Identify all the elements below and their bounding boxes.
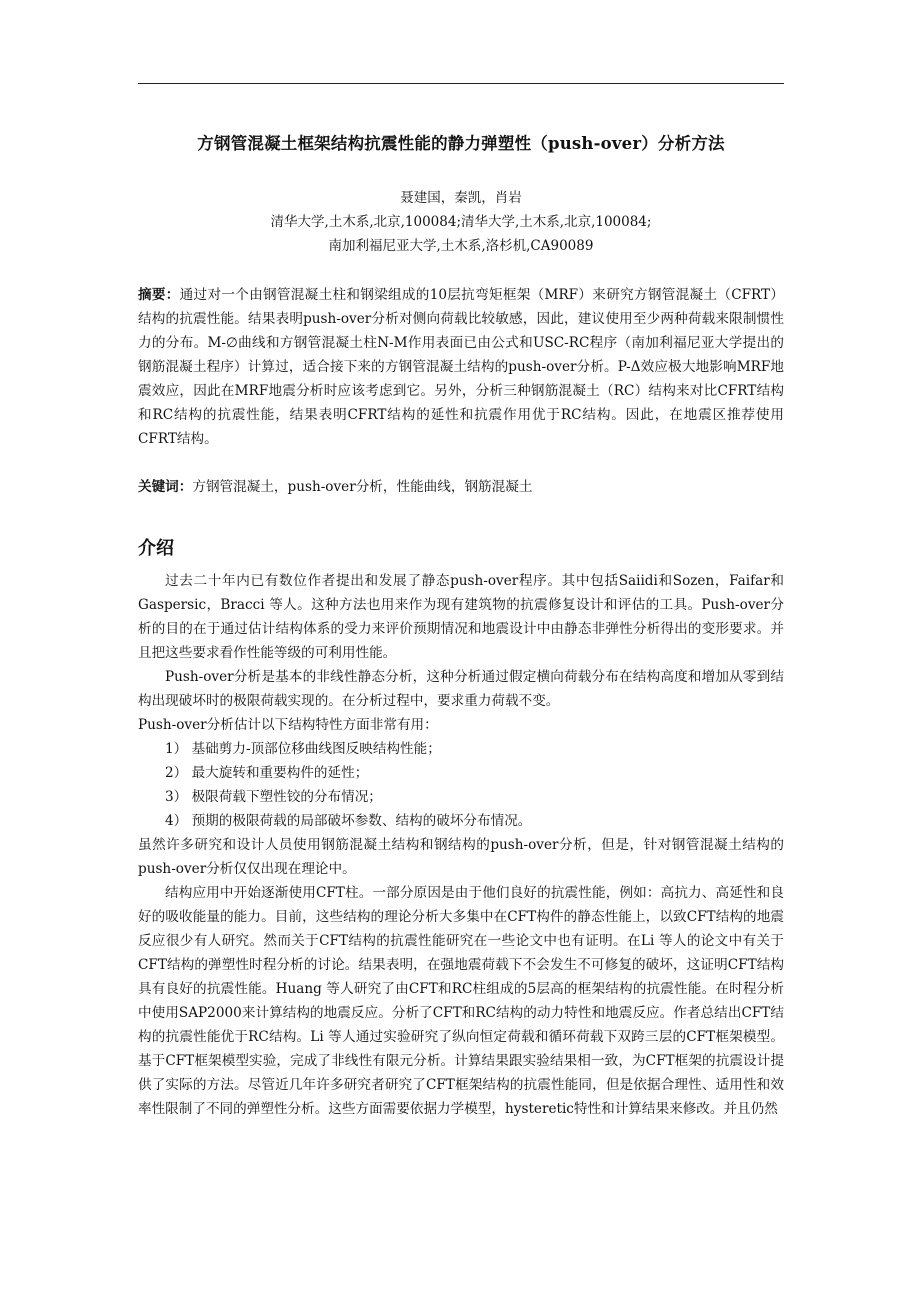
paragraph-1: 过去二十年内已有数位作者提出和发展了静态push-over程序。其中包括Saiidi和Sozen，Faifar和Gaspersic，Bracci 等人。这种方法也用来作为现有建筑物的抗震修复设计和评估的工具。Push-over分析的目的在于通过估计结构体系的受力来评价预期情况和地震设计中由静态非弹性分析得出的变形要求。并且把这些要求看作性能等级的可利用性能。 bbox=[138, 573, 784, 661]
author-block bbox=[138, 186, 784, 258]
abstract-label: 摘要： bbox=[138, 287, 180, 303]
keywords-label: 关键词： bbox=[138, 479, 193, 495]
list-item: 4） 预期的极限荷载的局部破坏参数、结构的破坏分布情况。 bbox=[165, 813, 532, 829]
list-item: 2） 最大旋转和重要构件的延性； bbox=[165, 765, 369, 781]
keywords-text: 方钢管混凝土，push-over分析，性能曲线，钢筋混凝土 bbox=[192, 479, 533, 495]
abstract bbox=[138, 283, 784, 451]
list-item: 1） 基础剪力-顶部位移曲线图反映结构性能； bbox=[165, 741, 441, 757]
section-heading: 介绍 bbox=[138, 538, 174, 559]
body-text bbox=[138, 569, 784, 1121]
header-rule bbox=[138, 83, 784, 84]
paragraph-3: Push-over分析估计以下结构特性方面非常有用： bbox=[138, 717, 438, 733]
affiliation-line-2: 南加利福尼亚大学,土木系,洛杉机,CA90089 bbox=[328, 238, 594, 254]
abstract-text: 通过对一个由钢管混凝土柱和钢梁组成的10层抗弯矩框架（MRF）来研究方钢管混凝土（CFRT）结构的抗震性能。结果表明push-over分析对侧向荷载比较敏感，因此，建议使用至少两种荷载来限制惯性力的分布。M-∅曲线和方钢管混凝土柱N-M作用表面已由公式和USC-RC程序（南加利福尼亚大学提出的钢筋混凝土程序）计算过，适合接下来的方钢管混凝土结构的push-over分析。P-Δ效应极大地影响MRF地震效应，因此在MRF地震分析时应该考虑到它。另外，分析三种钢筋混凝土（RC）结构来对比CFRT结构和RC结构的抗震性能，结果表明CFRT结构的延性和抗震作用优于RC结构。因此，在地震区推荐使用CFRT结构。 bbox=[138, 287, 784, 447]
paragraph-2: Push-over分析是基本的非线性静态分析，这种分析通过假定横向荷载分布在结构高度和增加从零到结构出现破坏时的极限荷载实现的。在分析过程中，要求重力荷载不变。 bbox=[138, 669, 784, 709]
paper-title: 方钢管混凝土框架结构抗震性能的静力弹塑性（push-over）分析方法 bbox=[197, 134, 725, 153]
paragraph-4: 虽然许多研究和设计人员使用钢筋混凝土结构和钢结构的push-over分析，但是，针对钢管混凝土结构的push-over分析仅仅出现在理论中。 bbox=[138, 837, 784, 877]
affiliation-line-1: 清华大学,土木系,北京,100084;清华大学,土木系,北京,100084; bbox=[270, 214, 652, 230]
author-names: 聂建国，秦凯，肖岩 bbox=[400, 190, 522, 206]
keywords bbox=[138, 475, 784, 499]
list-item: 3） 极限荷载下塑性铰的分布情况； bbox=[165, 789, 382, 805]
paragraph-5: 结构应用中开始逐渐使用CFT柱。一部分原因是由于他们良好的抗震性能，例如：高抗力、高延性和良好的吸收能量的能力。目前，这些结构的理论分析大多集中在CFT构件的静态性能上，以致CFT结构的地震反应很少有人研究。然而关于CFT结构的抗震性能研究在一些论文中也有证明。在Li 等人的论文中有关于CFT结构的弹塑性时程分析的讨论。结果表明，在强地震荷载下不会发生不可修复的破坏，这证明CFT结构具有良好的抗震性能。Huang 等人研究了由CFT和RC柱组成的5层高的框架结构的抗震性能。在时程分析中使用SAP2000来计算结构的地震反应。分析了CFT和RC结构的动力特性和地震反应。作者总结出CFT结构的抗震性能优于RC结构。Li 等人通过实验研究了纵向恒定荷载和循环荷载下双跨三层的CFT框架模型。基于CFT框架模型实验，完成了非线性有限元分析。计算结果跟实验结果相一致，为CFT框架的抗震设计提供了实际的方法。尽管近几年许多研究者研究了CFT框架结构的抗震性能同，但是依据合理性、适用性和效率性限制了不同的弹塑性分析。这些方面需要依据力学模型，hysteretic特性和计算结果来修改。并且仍然 bbox=[138, 885, 784, 1117]
